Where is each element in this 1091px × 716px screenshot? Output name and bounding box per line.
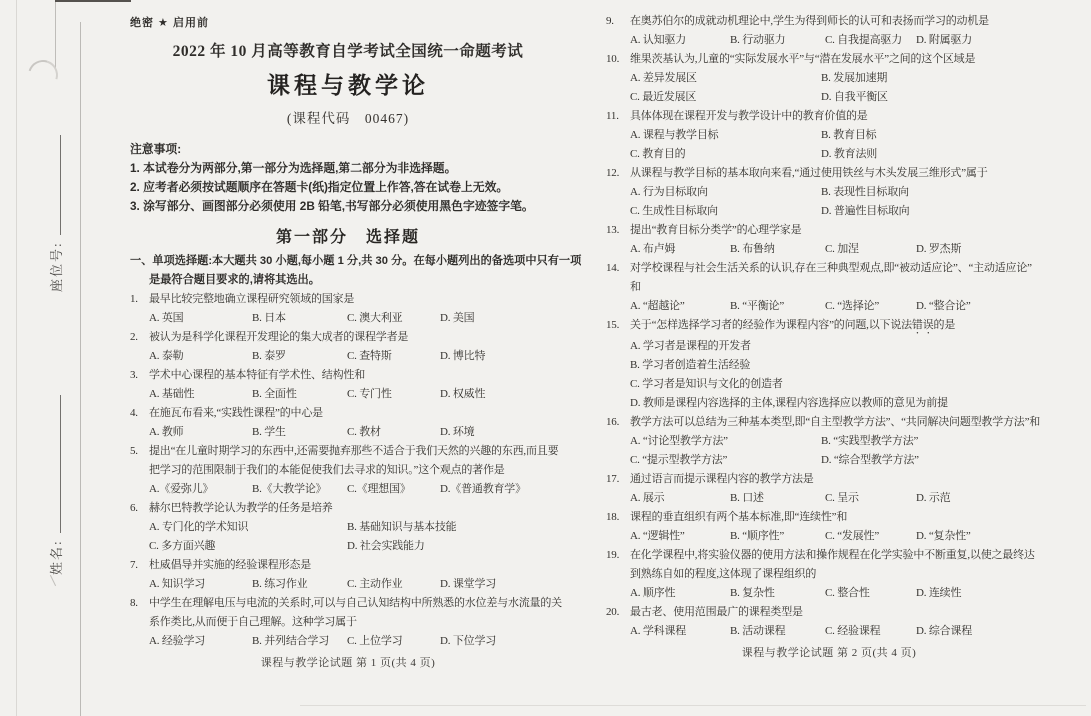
question-15 (606, 316, 1052, 413)
name-label: 姓名: (49, 539, 64, 575)
notice-item: 3. 涂写部分、画图部分必须使用 2B 铅笔,书写部分必须使用黑色字迹签字笔。 (130, 199, 534, 213)
question-stem-text: 提出“教育目标分类学”的心理学家是 (630, 224, 802, 236)
option: B. 练习作业 (252, 578, 308, 590)
option: B. 复杂性 (730, 587, 775, 599)
question-number: 16. (606, 416, 620, 428)
option: C. 多方面兴趣 (149, 540, 216, 552)
question-stem-row (130, 404, 566, 423)
question-6 (130, 499, 566, 556)
question-number: 17. (606, 473, 620, 485)
question-stem-row (606, 278, 1052, 297)
question-number: 8. (130, 597, 138, 609)
question-number: 3. (130, 369, 138, 381)
question-stem-row (606, 413, 1052, 432)
option: C. 整合性 (825, 587, 870, 599)
option: C. 澳大利亚 (347, 312, 403, 324)
options-grid (149, 309, 566, 328)
option: D. 课堂学习 (440, 578, 497, 590)
question-stem-text: 被认为是科学化课程开发理论的集大成者的课程学者是 (149, 331, 409, 343)
option: D. 环境 (440, 426, 475, 438)
question-stem-text: 系作类比,从而便于自己理解。这种学习属于 (149, 616, 357, 628)
question-stem-text: 维果茨基认为,儿童的“实际发展水平”与“潜在发展水平”之间的这个区域是 (630, 53, 976, 65)
options-grid (630, 69, 1052, 107)
question-stem-text: 对学校课程与社会生活关系的认识,存在三种典型观点,即“被动适应论”、“主动适应论” (630, 262, 1032, 274)
question-stem-text: 教学方法可以总结为三种基本类型,即“自主型教学方法”、“共同解决问题型教学方法”和 (630, 416, 1041, 428)
option: B. 基础知识与基本技能 (347, 521, 457, 533)
paper-title: 课程与教学论 (267, 73, 429, 98)
question-stem-row (606, 603, 1052, 622)
question-stem-row (606, 107, 1052, 126)
question-stem-row (606, 508, 1052, 527)
question-number: 1. (130, 293, 138, 305)
question-number (130, 613, 149, 632)
margin-seal-line (80, 22, 81, 716)
option: A. 英国 (149, 312, 184, 324)
question-number (130, 461, 149, 480)
question-stem-row (130, 556, 566, 575)
option: B. 日本 (252, 312, 286, 324)
question-4 (130, 404, 566, 442)
scan-artifact-tick (50, 575, 56, 586)
page-1-footer: 课程与教学论试题 第 1 页(共 4 页) (260, 657, 436, 669)
question-number (606, 565, 630, 584)
course-code: (课程代码 00467) (286, 111, 410, 126)
question-stem-row (606, 316, 1052, 337)
option: C. 专门性 (347, 388, 392, 400)
option: A. 课程与教学目标 (630, 129, 719, 141)
option: A. 差异发展区 (630, 72, 697, 84)
question-number: 10. (606, 53, 620, 65)
option: C. 查特斯 (347, 350, 392, 362)
option: D. 教师是课程内容选择的主体,课程内容选择应以教师的意见为前提 (630, 397, 948, 409)
question-stem-row (606, 546, 1052, 565)
question-stem-row (130, 594, 566, 613)
options-grid (630, 527, 1052, 546)
option: A. 泰勒 (149, 350, 184, 362)
options-grid (630, 622, 1052, 641)
question-stem-text: 赫尔巴特教学论认为教学的任务是培养 (149, 502, 333, 514)
question-14 (606, 259, 1052, 316)
notices-block (130, 140, 566, 216)
options-grid (149, 423, 566, 442)
option: B.《大教学论》 (252, 483, 327, 495)
page-2 (606, 10, 1052, 660)
scan-edge-mark-bottom (300, 705, 1086, 706)
paper-edge-line (16, 0, 17, 716)
option: A. “逻辑性” (630, 530, 685, 542)
question-number: 6. (130, 502, 138, 514)
question-1 (130, 290, 566, 328)
option: D. 博比特 (440, 350, 486, 362)
question-7 (130, 556, 566, 594)
option: B. “平衡论” (730, 300, 785, 312)
option: A. 顺序性 (630, 587, 676, 599)
options-grid (149, 480, 566, 499)
questions-list-page1 (130, 290, 566, 651)
question-stem-row (606, 259, 1052, 278)
notices-heading: 注意事项: (130, 142, 182, 156)
instruction-line: 是最符合题目要求的,请将其选出。 (149, 274, 320, 286)
question-8 (130, 594, 566, 651)
question-stem-row (606, 164, 1052, 183)
option: B. 表现性目标取向 (821, 186, 909, 198)
margin-seal-line-short (55, 0, 56, 70)
question-number: 14. (606, 262, 620, 274)
question-12 (606, 164, 1052, 221)
notice-item: 2. 应考者必须按试题顺序在答题卡(纸)指定位置上作答,答在试卷上无效。 (130, 180, 509, 194)
options-grid (149, 632, 566, 651)
option: C. 自我提高驱力 (825, 34, 903, 46)
option: B. 全面性 (252, 388, 297, 400)
options-grid (149, 575, 566, 594)
question-13 (606, 221, 1052, 259)
options-grid (630, 297, 1052, 316)
options-grid (630, 432, 1052, 470)
options-grid (149, 347, 566, 366)
question-number: 19. (606, 549, 620, 561)
question-stem-row (606, 565, 1052, 584)
options-grid (630, 126, 1052, 164)
option: A.《爱弥儿》 (149, 483, 214, 495)
option: A. 基础性 (149, 388, 195, 400)
question-number (606, 278, 630, 297)
option: C. 最近发展区 (630, 91, 697, 103)
option: D. “综合型教学方法” (821, 454, 919, 466)
question-number: 20. (606, 606, 620, 618)
question-stem-text: 把学习的范围限制于我们的本能促使我们去寻求的知识。”这个观点的著作是 (149, 464, 505, 476)
question-stem-row (130, 613, 566, 632)
question-20 (606, 603, 1052, 641)
option: A. 展示 (630, 492, 665, 504)
question-stem-text: 杜威倡导并实施的经验课程形态是 (149, 559, 311, 571)
question-stem-row (130, 499, 566, 518)
question-number: 11. (606, 110, 619, 122)
name-field (46, 380, 65, 575)
question-stem-text: 课程的垂直组织有两个基本标准,即“连续性”和 (630, 511, 848, 523)
options-grid (630, 183, 1052, 221)
options-grid (630, 31, 1052, 50)
question-number: 9. (606, 15, 614, 27)
emphasized-text: 错误 (911, 319, 934, 331)
option: A. 学科课程 (630, 625, 687, 637)
question-10 (606, 50, 1052, 107)
option: D. 社会实践能力 (347, 540, 425, 552)
section-instruction (130, 252, 582, 290)
option: C.《理想国》 (347, 483, 411, 495)
option: C. 生成性目标取向 (630, 205, 718, 217)
option: D. 附属驱力 (916, 34, 973, 46)
option: D. “复杂性” (916, 530, 971, 542)
question-stem-text: 最早比较完整地确立课程研究领域的国家是 (149, 293, 355, 305)
questions-list-page2 (606, 12, 1052, 641)
option: D. 示范 (916, 492, 951, 504)
question-stem-text: 中学生在理解电压与电流的关系时,可以与自己认知结构中所熟悉的水位差与水流量的关 (149, 597, 562, 609)
seat-number-blank-line (47, 135, 61, 235)
question-stem-text: 在化学课程中,将实验仪器的使用方法和操作规程在化学实验中不断重复,以使之最终达 (630, 549, 1035, 561)
option: D. 罗杰斯 (916, 243, 962, 255)
options-grid (149, 518, 566, 556)
option: C. “提示型教学方法” (630, 454, 728, 466)
option: D. 普遍性目标取向 (821, 205, 910, 217)
name-blank-line (47, 395, 61, 533)
question-9 (606, 12, 1052, 50)
option: B. 并列结合学习 (252, 635, 330, 647)
option: B. 发展加速期 (821, 72, 888, 84)
option: D. 自我平衡区 (821, 91, 888, 103)
seat-number-field (46, 117, 65, 292)
option: C. 经验课程 (825, 625, 881, 637)
question-stem-row (606, 470, 1052, 489)
option: B. “顺序性” (730, 530, 785, 542)
option: C. 教育目的 (630, 148, 686, 160)
seat-number-label: 座位号: (49, 241, 64, 292)
question-number: 18. (606, 511, 620, 523)
question-stem-row (130, 442, 566, 461)
option: A. 布卢姆 (630, 243, 676, 255)
question-number: 5. (130, 445, 138, 457)
question-19 (606, 546, 1052, 603)
options-grid (630, 489, 1052, 508)
option: B. 布鲁纳 (730, 243, 775, 255)
question-stem-row (130, 328, 566, 347)
option: B. “实践型教学方法” (821, 435, 919, 447)
exam-session-title: 2022 年 10 月高等教育自学考试全国统一命题考试 (172, 43, 524, 60)
question-number: 15. (606, 319, 620, 331)
question-stem-text: 在奥苏伯尔的成就动机理论中,学生为得到师长的认可和表扬而学习的动机是 (630, 15, 989, 27)
option: C. 教材 (347, 426, 381, 438)
question-number: 4. (130, 407, 138, 419)
option: A. 教师 (149, 426, 184, 438)
question-stem-row (130, 366, 566, 385)
question-stem-row (130, 461, 566, 480)
option: C. 上位学习 (347, 635, 403, 647)
security-classification: 绝密 ★ 启用前 (130, 17, 209, 29)
question-stem-text: 最古老、使用范围最广的课程类型是 (630, 606, 803, 618)
question-number: 7. (130, 559, 138, 571)
options-grid (630, 337, 1052, 413)
question-stem-text: 和 (630, 281, 641, 293)
question-17 (606, 470, 1052, 508)
scan-edge-mark-top (55, 0, 131, 2)
option: C. 呈示 (825, 492, 859, 504)
question-stem-text: 通过语言而提示课程内容的教学方法是 (630, 473, 814, 485)
question-stem-text: 具体体现在课程开发与教学设计中的教育价值的是 (630, 110, 868, 122)
question-stem-text: 提出“在儿童时期学习的东西中,还需要抛弃那些不适合于我们天然的兴趣的东西,而且要 (149, 445, 559, 457)
option: B. 学习者创造着生活经验 (630, 359, 751, 371)
option: D. 下位学习 (440, 635, 497, 647)
question-stem-row (130, 290, 566, 309)
question-5 (130, 442, 566, 499)
question-16 (606, 413, 1052, 470)
question-stem-text: 在施瓦布看来,“实践性课程”的中心是 (149, 407, 323, 419)
option: D. 连续性 (916, 587, 962, 599)
option: C. 加涅 (825, 243, 859, 255)
option: B. 行动驱力 (730, 34, 786, 46)
option: D. “整合论” (916, 300, 971, 312)
question-stem-text: 学术中心课程的基本特征有学术性、结构性和 (149, 369, 365, 381)
options-grid (630, 584, 1052, 603)
question-stem-row (606, 221, 1052, 240)
option: A. 行为目标取向 (630, 186, 708, 198)
option: A. “超越论” (630, 300, 685, 312)
option: B. 活动课程 (730, 625, 786, 637)
instruction-line: 一、单项选择题:本大题共 30 小题,每小题 1 分,共 30 分。在每小题列出的备选项中只有一项 (130, 255, 582, 267)
option: C. “选择论” (825, 300, 880, 312)
option: D.《普通教育学》 (440, 483, 526, 495)
option: A. 学习者是课程的开发者 (630, 340, 751, 352)
option: B. 学生 (252, 426, 286, 438)
question-number: 2. (130, 331, 138, 343)
page-1 (130, 14, 582, 670)
option: D. 美国 (440, 312, 475, 324)
question-stem-row (606, 12, 1052, 31)
option: A. 认知驱力 (630, 34, 687, 46)
option: B. 教育目标 (821, 129, 877, 141)
option: A. 专门化的学术知识 (149, 521, 249, 533)
option: C. 主动作业 (347, 578, 403, 590)
question-stem-text: 从课程与教学目标的基本取向来看,“通过使用铁丝与木头发展三维形式”属于 (630, 167, 988, 179)
option: A. 知识学习 (149, 578, 206, 590)
part-one-title: 第一部分 选择题 (275, 229, 420, 246)
punch-hole-mark (23, 55, 64, 96)
options-grid (630, 240, 1052, 259)
question-number: 13. (606, 224, 620, 236)
question-number: 12. (606, 167, 620, 179)
question-3 (130, 366, 566, 404)
notice-item: 1. 本试卷分为两部分,第一部分为选择题,第二部分为非选择题。 (130, 161, 457, 175)
question-stem-text: 到熟练自如的程度,这体现了课程组织的 (630, 568, 817, 580)
question-stem-text: 关于“怎样选择学习者的经验作为课程内容”的问题,以下说法错误的是 (630, 319, 956, 331)
question-2 (130, 328, 566, 366)
option: D. 教育法则 (821, 148, 878, 160)
option: A. “讨论型教学方法” (630, 435, 728, 447)
question-11 (606, 107, 1052, 164)
page-2-footer: 课程与教学论试题 第 2 页(共 4 页) (741, 647, 917, 659)
question-18 (606, 508, 1052, 546)
option: D. 综合课程 (916, 625, 973, 637)
option: B. 口述 (730, 492, 764, 504)
option: D. 权威性 (440, 388, 486, 400)
option: A. 经验学习 (149, 635, 206, 647)
option: C. “发展性” (825, 530, 880, 542)
option: C. 学习者是知识与文化的创造者 (630, 378, 783, 390)
options-grid (149, 385, 566, 404)
option: B. 泰罗 (252, 350, 286, 362)
question-stem-row (606, 50, 1052, 69)
